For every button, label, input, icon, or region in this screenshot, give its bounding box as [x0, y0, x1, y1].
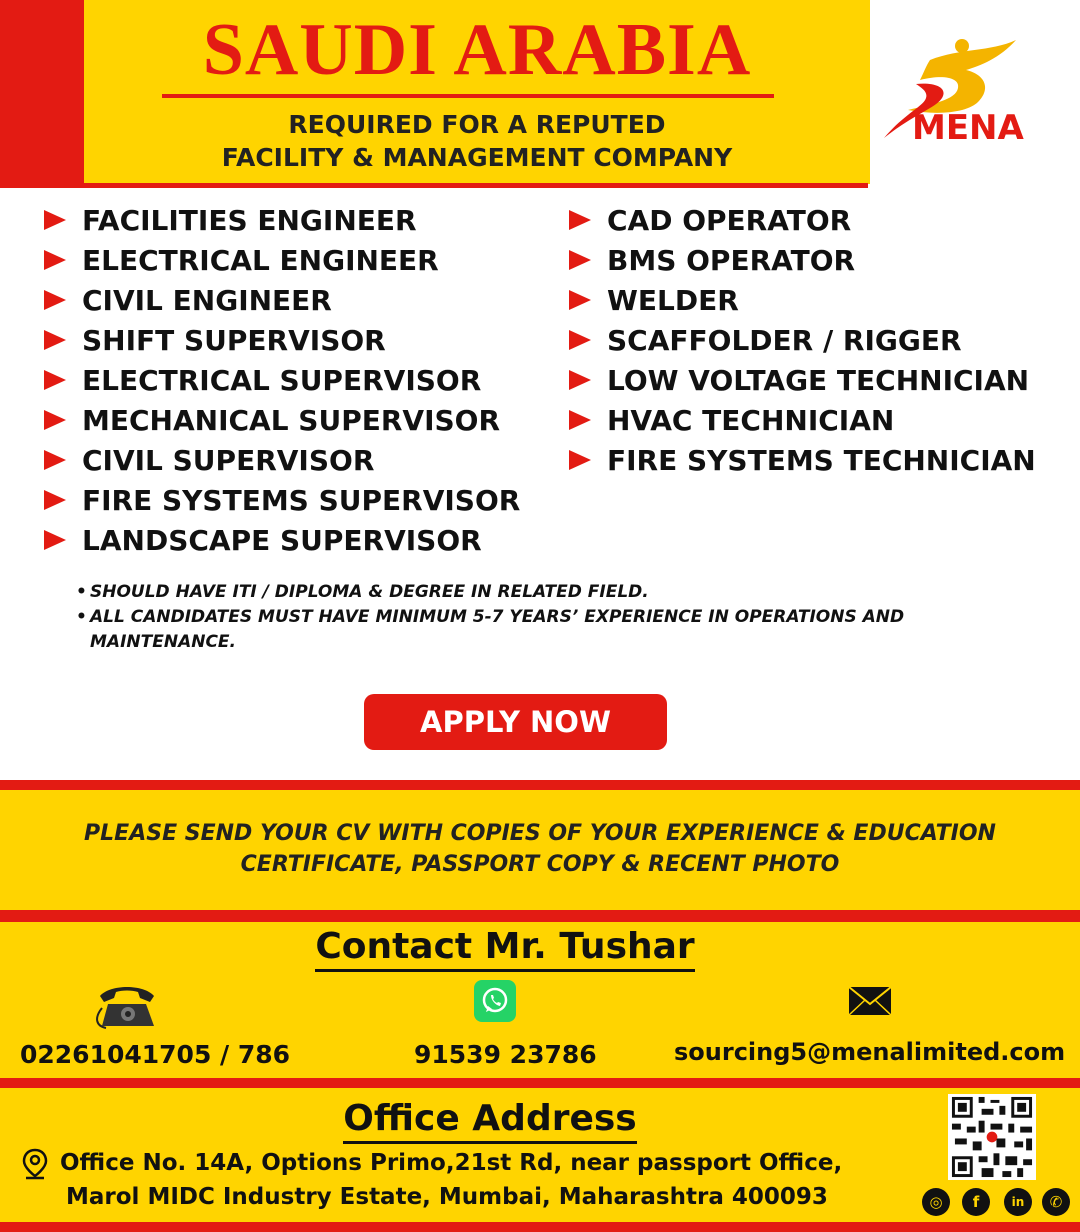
envelope-icon [848, 986, 892, 1016]
job-title: FACILITIES ENGINEER [82, 203, 417, 237]
job-title: HVAC TECHNICIAN [607, 403, 895, 437]
job-title: ELECTRICAL SUPERVISOR [82, 363, 482, 397]
qr-code[interactable] [948, 1094, 1036, 1180]
job-title: BMS OPERATOR [607, 243, 856, 277]
job-list-left [44, 200, 520, 560]
job-item [44, 320, 520, 360]
address-line-1: Office No. 14A, Options Primo,21st Rd, near passport Office, [60, 1150, 843, 1176]
job-item [569, 200, 1036, 240]
job-title: ELECTRICAL ENGINEER [82, 243, 439, 277]
arrow-icon [44, 330, 66, 350]
whatsapp-icon [474, 980, 516, 1022]
office-address [60, 1146, 842, 1214]
bullet-icon: • [76, 582, 87, 602]
linkedin-icon[interactable]: in [1004, 1188, 1032, 1216]
page-title: SAUDI ARABIA [202, 9, 752, 91]
requirement-text: ALL CANDIDATES MUST HAVE MINIMUM 5-7 YEARS’ EXPERIENCE IN OPERATIONS AND MAINTENANCE. [90, 607, 905, 652]
job-item [44, 280, 520, 320]
requirement-text: SHOULD HAVE ITI / DIPLOMA & DEGREE IN RELATED FIELD. [90, 582, 649, 602]
subtitle-line-2: FACILITY & MANAGEMENT COMPANY [221, 143, 733, 172]
job-list-right [569, 200, 1036, 480]
apply-now-button[interactable]: APPLY NOW [364, 694, 667, 750]
requirement-item [76, 580, 1006, 605]
job-item [44, 240, 520, 280]
job-item [44, 360, 520, 400]
arrow-icon [569, 410, 591, 430]
arrow-icon [569, 450, 591, 470]
arrow-icon [569, 370, 591, 390]
email-address[interactable]: sourcing5@menalimited.com [674, 1038, 1066, 1066]
arrow-icon [569, 290, 591, 310]
contact-title [0, 926, 1010, 967]
header-divider [0, 183, 868, 188]
whatsapp-number[interactable]: 91539 23786 [414, 1040, 597, 1069]
job-title: FIRE SYSTEMS TECHNICIAN [607, 443, 1036, 477]
requirement-item [76, 605, 1006, 655]
send-cv-instructions [0, 818, 1080, 880]
send-cv-line-2: CERTIFICATE, PASSPORT COPY & RECENT PHOTO [240, 852, 840, 877]
job-item [44, 200, 520, 240]
job-item [569, 440, 1036, 480]
job-item [569, 280, 1036, 320]
phone-number[interactable]: 02261041705 / 786 [20, 1040, 291, 1069]
instagram-icon[interactable]: ◎ [922, 1188, 950, 1216]
arrow-icon [569, 250, 591, 270]
job-title: CIVIL ENGINEER [82, 283, 332, 317]
cv-band-top-border [0, 780, 1080, 790]
arrow-icon [44, 490, 66, 510]
job-title: LOW VOLTAGE TECHNICIAN [607, 363, 1030, 397]
office-title-text: Office Address [343, 1098, 636, 1144]
send-cv-line-1: PLEASE SEND YOUR CV WITH COPIES OF YOUR EXPERIENCE & EDUCATION [84, 821, 996, 846]
job-title: SCAFFOLDER / RIGGER [607, 323, 962, 357]
contact-title-text: Contact Mr. Tushar [315, 926, 694, 972]
job-item [44, 520, 520, 560]
job-item [569, 400, 1036, 440]
header-red-block [0, 0, 84, 186]
cv-band-bottom-border [0, 910, 1080, 922]
arrow-icon [569, 330, 591, 350]
job-item [44, 480, 520, 520]
title-underline [162, 94, 774, 98]
arrow-icon [44, 210, 66, 230]
arrow-icon [44, 410, 66, 430]
subtitle-line-1: REQUIRED FOR A REPUTED [288, 110, 666, 139]
arrow-icon [44, 290, 66, 310]
arrow-icon [569, 210, 591, 230]
header-subtitle [84, 108, 870, 174]
contact-band-bottom-border [0, 1078, 1080, 1088]
job-item [569, 320, 1036, 360]
job-title: LANDSCAPE SUPERVISOR [82, 523, 482, 557]
job-title: MECHANICAL SUPERVISOR [82, 403, 501, 437]
job-title: WELDER [607, 283, 739, 317]
arrow-icon [44, 450, 66, 470]
job-title: CAD OPERATOR [607, 203, 852, 237]
job-title: SHIFT SUPERVISOR [82, 323, 386, 357]
arrow-icon [44, 530, 66, 550]
whatsapp-icon[interactable]: ✆ [1042, 1188, 1070, 1216]
job-item [569, 360, 1036, 400]
job-item [569, 240, 1036, 280]
address-line-2: Marol MIDC Industry Estate, Mumbai, Maharashtra 400093 [66, 1184, 828, 1210]
office-title [0, 1098, 980, 1139]
job-title: CIVIL SUPERVISOR [82, 443, 375, 477]
logo-text: MENA [912, 108, 1024, 148]
location-pin-icon [22, 1148, 48, 1180]
requirements-list [76, 580, 1006, 655]
bullet-icon: • [76, 607, 87, 627]
facebook-icon[interactable]: f [962, 1188, 990, 1216]
job-item [44, 440, 520, 480]
office-band-bottom-border [0, 1222, 1080, 1232]
job-title: FIRE SYSTEMS SUPERVISOR [82, 483, 521, 517]
telephone-icon [92, 982, 162, 1030]
job-item [44, 400, 520, 440]
arrow-icon [44, 370, 66, 390]
arrow-icon [44, 250, 66, 270]
